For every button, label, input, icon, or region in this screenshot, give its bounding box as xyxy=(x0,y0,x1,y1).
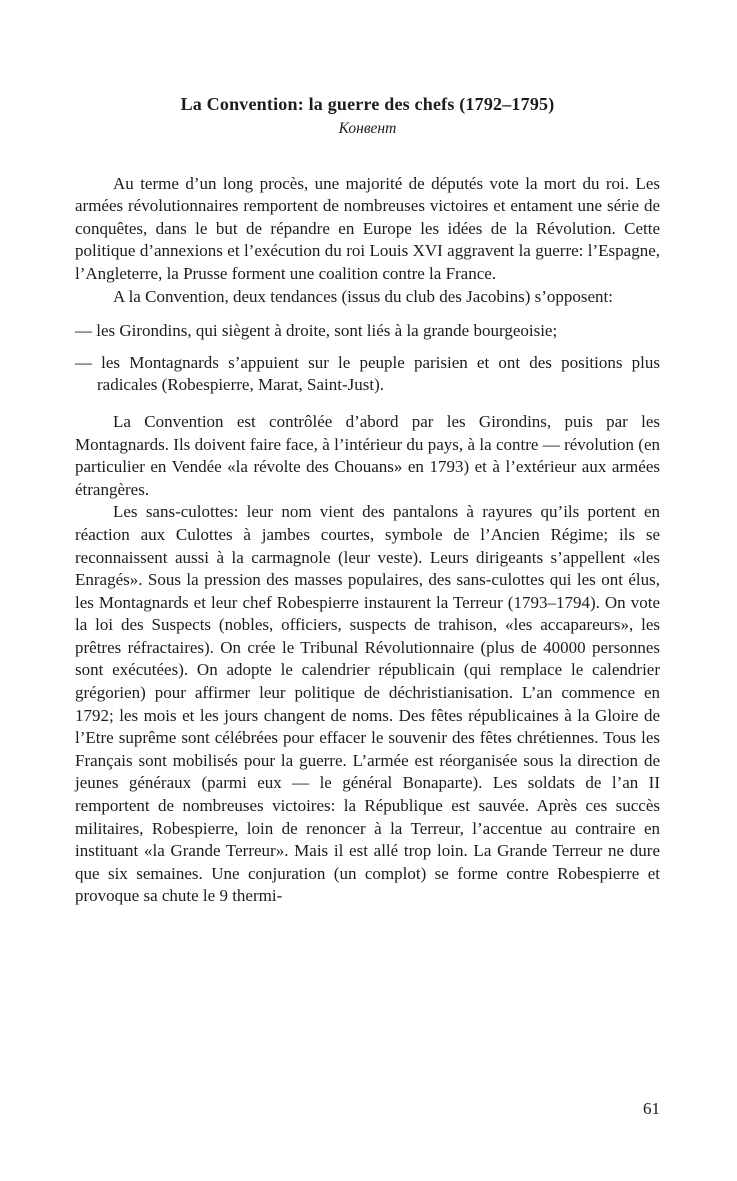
chapter-subtitle: Конвент xyxy=(338,120,397,137)
list-item-girondins: — les Girondins, qui siègent à droite, sont liés à la grande bourgeoisie; xyxy=(75,321,558,341)
page-number: 61 xyxy=(643,1099,660,1119)
dash-list xyxy=(75,320,660,397)
paragraph-sans-culottes: Les sans-culottes: leur nom vient des pantalons à rayures qu’ils portent en réaction aux Culottes à jambes courtes, symbole de l’Ancien Régime; ils se reconnaissent aussi à la carmagnole (leur veste). Leurs dirigeants s’appellent «les Enragés». Sous la pression des masses populaires, des sans-culottes qui les ont élus, les Montagnards et leur chef Robespierre instaurent la Terreur (1793–1794). On vote la loi des Suspects (nobles, officiers, suspects de trahison, «les accapareurs», les prêtres réfractaires). On crée le Tribunal Révolutionnaire (plus de 40000 personnes sont exécutées). On adopte le calendrier républicain (qui remplace le calendrier grégorien) pour affirmer leur politique de déchristianisation. L’an commence en 1792; les mois et les jours changent de noms. Des fêtes républicaines à la Gloire de l’Etre suprême sont célébrées pour effacer le souvenir des fêtes chrétiennes. Tous les Français sont mobilisés pour la guerre. L’armée est réorganisée sous la direction de jeunes généraux (parmi eux — le général Bonaparte). Les soldats de l’an II remportent de nombreuses victoires: la République est sauvée. Après ces succès militaires, Robespierre, loin de renoncer à la Terreur, l’accentue au contraire en instituant «la Grande Terreur». Mais il est allé trop loin. La Grande Terreur ne dure que six semaines. Une conjuration (un complot) se forme contre Robespierre et provoque sa chute le 9 thermi- xyxy=(75,502,660,906)
list-item-montagnards: — les Montagnards s’appuient sur le peuple parisien et ont des positions plus radicales (Robespierre, Marat, Saint-Just). xyxy=(75,352,660,395)
paragraph-intro: Au terme d’un long procès, une majorité de députés vote la mort du roi. Les armées révolutionnaires remportent de nombreuses victoires et entament une série de conquêtes, dans le but de répandre en Europe les idées de la Révolution. Cette politique d’annexions et l’exécution du roi Louis XVI aggravent la guerre: l’Espagne, l’Angleterre, la Prusse forment une coalition contre la France. xyxy=(75,173,660,283)
chapter-title: La Convention: la guerre des chefs (1792–1795) xyxy=(180,94,555,114)
paragraph-convention-tendances: A la Convention, deux tendances (issus du club des Jacobins) s’opposent: xyxy=(113,286,614,306)
paragraph-controle-convention: La Convention est contrôlée d’abord par les Girondins, puis par les Montagnards. Ils doivent faire face, à l’intérieur du pays, à la contre — révolution (en particulier en Vendée «la révolte des Chouans» en 1793) et à l’extérieur aux armées étrangères. xyxy=(75,411,660,499)
